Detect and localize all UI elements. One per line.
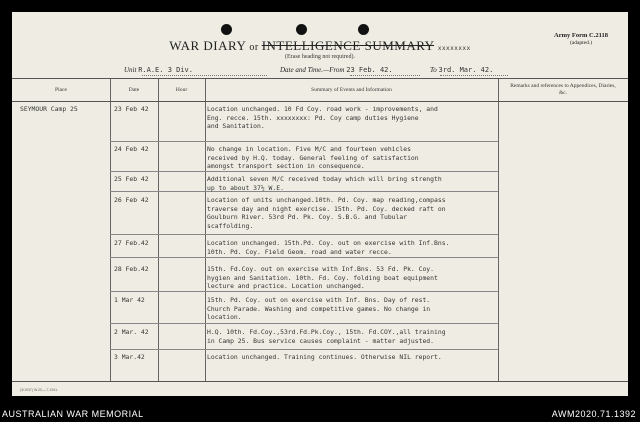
credit-accession: AWM2020.71.1392	[551, 409, 636, 419]
row-summary: Location unchanged. 15th.Pd. Coy. out on exercise with Inf.Bns. 10th. Pd. Coy. Field Geom. road and water recce.	[207, 239, 450, 256]
row-date: 25 Feb 42	[114, 175, 149, 183]
row-summary: Additional seven M/C received today which will bring strength up to about 37½ W.E.	[207, 175, 442, 192]
header-remarks: Remarks and references to Appendices, Diaries, &c.	[510, 83, 616, 96]
row-date: 1 Mar 42	[114, 296, 145, 304]
punch-hole	[296, 24, 307, 35]
date-from-field: Date and Time.—From 23 Feb. 42.	[280, 66, 393, 74]
diary-table	[12, 78, 628, 382]
row-date: 27 Feb.42	[114, 239, 149, 247]
row-place: SEYMOUR Camp 25	[20, 105, 78, 113]
row-summary: Location unchanged. 10 Fd Coy. road work - improvements, and Eng. recce. 15th. xxxxxxxx: Pd. Coy camp duties Hygiene and Sanitation.	[207, 105, 438, 130]
army-form-number: Army Form C.2118 (adapted.)	[554, 32, 608, 46]
row-summary: 15th. Fd.Coy. out on exercise with Inf.Bns. 53 Fd. Pk. Coy. hygien and Sanitation. 10th. Fd. Coy. folding boat equipment lecture and practice. Location unchanged.	[207, 265, 438, 290]
header-summary: Summary of Events and Information	[311, 86, 392, 93]
row-date: 3 Mar.42	[114, 353, 145, 361]
unit-field: Unit R.A.E. 3 Div.	[124, 66, 193, 74]
row-date: 28 Feb.42	[114, 265, 149, 273]
row-date: 24 Feb 42	[114, 145, 149, 153]
war-diary-sheet	[12, 12, 628, 396]
form-subtitle: (Erase heading not required).	[285, 54, 355, 60]
header-hour: Hour	[175, 86, 188, 93]
row-summary: 15th. Pd. Coy. out on exercise with Inf. Bns. Day of rest. Church Parade. Washing and competitive games. No change in location.	[207, 296, 431, 321]
header-date: Date	[128, 86, 140, 93]
row-date: 23 Feb 42	[114, 105, 149, 113]
punch-hole	[221, 24, 232, 35]
row-summary: No change in location. Five M/C and fourteen vehicles received by H.Q. today. General feeling of satisfaction amongst transport section in consequence.	[207, 145, 419, 170]
credit-institution: AUSTRALIAN WAR MEMORIAL	[2, 409, 144, 419]
date-to-field: To 3rd. Mar. 42.	[430, 66, 494, 74]
row-date: 26 Feb 42	[114, 196, 149, 204]
row-summary: Location of units unchanged.10th. Pd. Coy. map reading,compass traverse day and night exercise. 15th. Pd. Coy. decked raft on Goulburn River. 53rd Pd. Pk. Coy. S.B.G. and Tubular scaffolding.	[207, 196, 446, 230]
row-summary: H.Q. 10th. Fd.Coy.,53rd.Fd.Pk.Coy., 15th. Fd.COY.,all training in Camp 25. Bus service causes complaint - matter adjusted.	[207, 328, 446, 345]
print-stamp: (3/1937) W.20,—7,1941.	[20, 388, 59, 392]
row-summary: Location unchanged. Training continues. Otherwise NIL report.	[207, 353, 442, 361]
header-place: Place	[55, 86, 67, 93]
row-date: 2 Mar. 42	[114, 328, 149, 336]
form-title: WAR DIARY or INTELLIGENCE SUMMARY xxxxxxxx	[169, 38, 471, 53]
punch-hole	[358, 24, 369, 35]
